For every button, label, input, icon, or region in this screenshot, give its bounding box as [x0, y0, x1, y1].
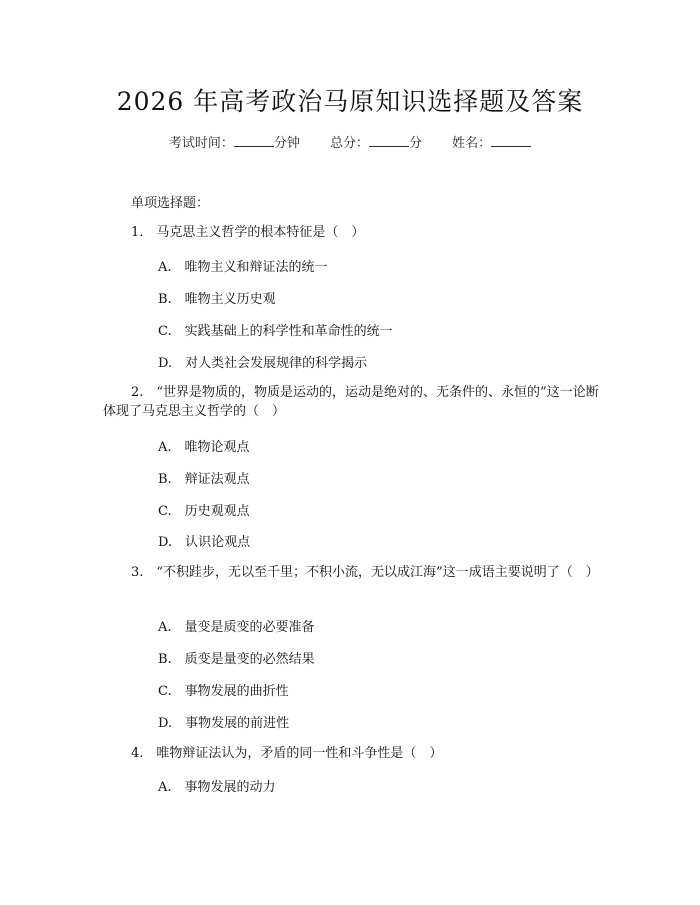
time-blank [234, 135, 274, 147]
q3-option-a: A. 量变是质变的必要准备 [158, 620, 315, 635]
question-2: 2. “世界是物质的，物质是运动的，运动是绝对的、无条件的、永恒的”这一论断体现了马克思主义哲学的（ ） [103, 385, 599, 419]
q2-option-c: C. 历史观观点 [158, 504, 250, 519]
exam-name [452, 132, 531, 151]
section-heading: 单项选择题： [131, 196, 210, 211]
exam-time [169, 132, 300, 151]
q4-option-a: A. 事物发展的动力 [158, 780, 276, 795]
time-label: 考试时间： [168, 136, 234, 151]
document-title: 2026 年高考政治马原知识选择题及答案 [116, 87, 584, 116]
question-3: 3. “不积跬步，无以至千里；不积小流，无以成江海”这一成语主要说明了（ ） [131, 565, 599, 580]
score-label: 总分： [329, 136, 369, 151]
exam-score [330, 132, 422, 151]
q2-option-d: D. 认识论观点 [158, 535, 251, 550]
q2-option-b: B. 辩证法观点 [158, 472, 250, 487]
q1-option-d: D. 对人类社会发展规律的科学揭示 [158, 356, 368, 371]
q3-option-b: B. 质变是量变的必然结果 [158, 652, 315, 667]
q3-option-c: C. 事物发展的曲折性 [158, 684, 289, 699]
name-label: 姓名： [452, 136, 492, 151]
name-blank [491, 135, 531, 147]
q2-option-a: A. 唯物论观点 [158, 440, 250, 455]
time-unit: 分钟 [273, 136, 300, 151]
score-blank [369, 135, 409, 147]
q1-option-a: A. 唯物主义和辩证法的统一 [158, 260, 328, 275]
q3-option-d: D. 事物发展的前进性 [158, 716, 290, 731]
q1-option-b: B. 唯物主义历史观 [158, 292, 276, 307]
q1-option-c: C. 实践基础上的科学性和革命性的统一 [158, 324, 393, 339]
question-1: 1. 马克思主义哲学的根本特征是（ ） [131, 225, 365, 240]
question-4: 4. 唯物辩证法认为，矛盾的同一性和斗争性是（ ） [131, 746, 443, 761]
exam-meta [0, 132, 700, 151]
score-unit: 分 [409, 136, 423, 151]
